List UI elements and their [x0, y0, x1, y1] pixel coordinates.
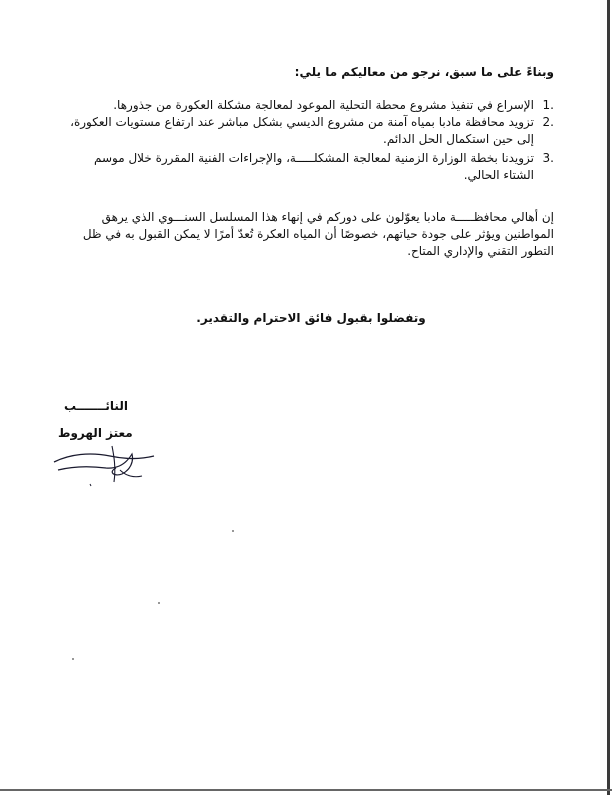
speck — [232, 530, 234, 532]
closing-line: وتفضلوا بقبول فائق الاحترام والتقدير. — [196, 311, 426, 325]
handwritten-signature — [50, 440, 160, 490]
list-item-text: تزويدنا بخطة الوزارة الزمنية لمعالجة المشكلـــــة، والإجراءات الفنية المقررة خلال موسم الشتاء الحالي. — [93, 151, 534, 182]
signatory-name: معتز الهروط — [58, 426, 133, 440]
speck — [72, 658, 74, 660]
list-item-text: الإسراع في تنفيذ مشروع محطة التحلية الموعود لمعالجة مشكلة العكورة من جذورها. — [113, 98, 534, 112]
page-edge-right — [607, 0, 610, 795]
list-item-text: تزويد محافظة مادبا بمياه آمنة من مشروع الديسي بشكل مباشر عند ارتفاع مستويات العكورة، إلى حين استكمال الحل الدائم. — [70, 115, 534, 146]
letter-body — [58, 0, 554, 795]
list-item — [68, 114, 554, 148]
intro-line: وبناءً على ما سبق، نرجو من معاليكم ما يلي: — [294, 65, 554, 79]
list-item-number: .3 — [542, 151, 554, 165]
list-item-number: .2 — [542, 115, 554, 129]
list-item — [68, 97, 554, 114]
speck — [158, 602, 160, 604]
requests-list — [68, 97, 554, 184]
list-item-number: .1 — [542, 98, 554, 112]
body-paragraph: إن أهالي محافظـــــة مادبا يعوّلون على دوركم في إنهاء هذا المسلسل السنـــوي الذي يرهق المواطنين ويؤثر على جودة حياتهم، خصوصًا أن المياه العكرة تُعدّ أمرًا لا يمكن القبول به في ظل التطور التقني والإداري المتاح. — [82, 210, 554, 258]
signatory-title: النائـــــــب — [64, 399, 128, 413]
list-item — [68, 150, 554, 184]
